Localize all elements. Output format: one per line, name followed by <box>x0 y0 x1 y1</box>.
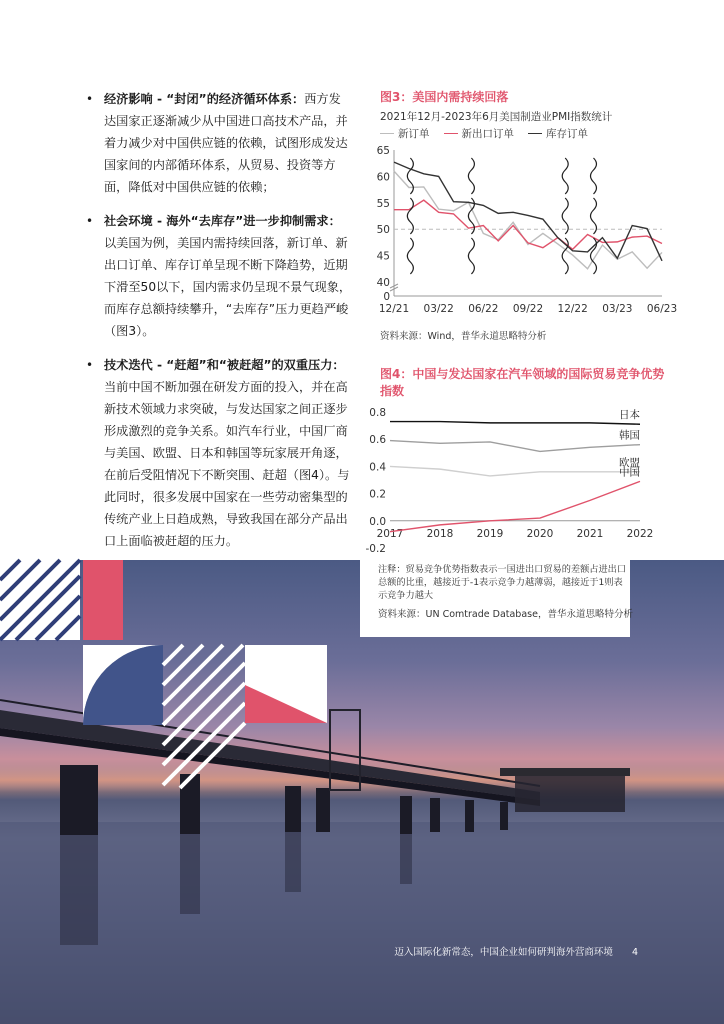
decorative-stripes-center <box>163 645 245 788</box>
terminal-roof <box>500 768 630 776</box>
axis-break-squiggle <box>562 198 568 234</box>
bullet-tech-iteration <box>84 354 352 552</box>
bullet-dot: • <box>86 92 94 106</box>
y-tick-label: 60 <box>376 171 390 184</box>
fig4-source: 资料来源：UN Comtrade Database，普华永道思略特分析 <box>378 609 633 620</box>
y-tick-label: 0.6 <box>369 434 386 447</box>
x-tick-label: 2022 <box>626 527 654 540</box>
bullet-economic-impact <box>84 88 352 198</box>
fig3-chart <box>372 142 678 322</box>
y-tick-label: 40 <box>376 277 390 289</box>
y-tick-label: 0.0 <box>369 515 386 528</box>
bullet-body: 当前中国不断加强在研发方面的投入，并在高新技术领域力求突破，与发达国家之间正逐步形成激烈的竞争关系。如汽车行业，中国厂商与美国、欧盟、日本和韩国等玩家展开角逐，在前后受阻情况下不断突围、赶超（图4）。与此同时，很多发展中国家在一些劳动密集型的传统产业上日趋成熟，导致我国在部分产品出口上面临被赶超的压力。 <box>104 380 350 548</box>
bullet-social-environment <box>84 210 352 342</box>
legend-swatch <box>380 133 394 134</box>
y-tick-label: 50 <box>376 224 390 237</box>
series-line-库存订单 <box>394 162 662 261</box>
bullet-body: 西方发达国家正逐渐减少从中国进口高技术产品，并着力减少对中国供应链的依赖，试图形成发达国家间的内部循环体系，从贸易、投资等方面，降低对中国供应链的依赖； <box>104 92 348 194</box>
fig4-chart <box>365 402 672 555</box>
axis-break-squiggle <box>407 158 413 194</box>
legend-item <box>380 126 430 141</box>
fig3-legend <box>380 126 588 141</box>
x-tick-label: 09/22 <box>512 303 544 315</box>
series-label: 欧盟 <box>619 456 640 469</box>
series-line-欧盟 <box>390 466 640 479</box>
decorative-pink-block <box>83 560 123 640</box>
x-tick-label: 2021 <box>576 527 604 540</box>
bullet-heading: 社会环境 - 海外“去库存”进一步抑制需求： <box>104 214 341 228</box>
bullet-dot: • <box>86 214 94 228</box>
y-tick-label: 45 <box>376 250 390 263</box>
axis-break-squiggle <box>468 238 474 274</box>
y-tick-label: 0.2 <box>369 488 386 501</box>
series-line-中国 <box>390 481 640 531</box>
legend-item <box>444 126 515 141</box>
x-tick-label: 2017 <box>376 527 404 540</box>
fig3-source: 资料来源：Wind，普华永道思略特分析 <box>380 331 547 342</box>
y-tick-label: 0 <box>383 291 390 303</box>
fig3-subtitle: 2021年12月-2023年6月美国制造业PMI指数统计 <box>380 111 613 123</box>
fig4-title: 图4：中国与发达国家在汽车领域的国际贸易竞争优势指数 <box>380 367 665 398</box>
x-tick-label: 06/22 <box>468 303 499 315</box>
y-tick-label: 55 <box>376 197 390 210</box>
bullet-heading: 技术迭代 - “赶超”和“被赶超”的双重压力： <box>104 358 345 372</box>
series-line-日本 <box>390 422 640 425</box>
x-tick-label: 03/23 <box>602 303 633 315</box>
series-line-新出口订单 <box>394 200 662 249</box>
y-tick-label: -0.2 <box>365 543 386 555</box>
axis-break-squiggle <box>562 158 568 194</box>
bullet-body: 以美国为例，美国内需持续回落，新订单、新出口订单、库存订单呈现不断下降趋势，近期下滑至50以下，国内需求仍呈现不景气现象，而库存总额持续攀升，“去库存”压力更趋严峻（图3）。 <box>104 236 352 338</box>
y-tick-label: 0.4 <box>369 461 386 474</box>
decorative-stripes-left <box>0 560 80 640</box>
y-tick-label: 0.8 <box>369 407 386 419</box>
fig4-note: 注释：贸易竞争优势指数表示一国进出口贸易的差额占进出口总额的比重，越接近于-1表示竞争力越薄弱，越接近于1则表示竞争力越大 <box>378 564 627 601</box>
x-tick-label: 2018 <box>426 527 454 540</box>
legend-item <box>528 126 588 141</box>
legend-label: 新订单 <box>398 128 430 140</box>
series-label: 中国 <box>619 466 640 479</box>
series-label: 韩国 <box>619 429 640 442</box>
axis-break-squiggle <box>590 198 596 234</box>
footer-text: 迈入国际化新常态，中国企业如何研判海外营商环境 <box>394 947 613 958</box>
bullet-heading: 经济影响 - “封闭”的经济循环体系： <box>104 92 305 106</box>
axis-break-squiggle <box>590 158 596 194</box>
series-line-新订单 <box>394 171 662 269</box>
axis-break-squiggle <box>468 158 474 194</box>
terminal-building <box>515 776 625 812</box>
axis-break-squiggle <box>407 238 413 274</box>
legend-swatch <box>444 133 458 134</box>
axis-break-squiggle <box>407 198 413 234</box>
bullet-list <box>84 88 352 564</box>
water <box>0 822 724 1024</box>
legend-label: 新出口订单 <box>461 128 514 140</box>
x-tick-label: 2020 <box>526 527 554 540</box>
series-label: 日本 <box>619 409 640 422</box>
bullet-dot: • <box>86 358 94 372</box>
x-tick-label: 12/21 <box>378 303 410 315</box>
x-tick-label: 2019 <box>476 527 504 540</box>
legend-swatch <box>528 133 542 134</box>
x-tick-label: 06/23 <box>646 303 678 315</box>
page-number: 4 <box>631 947 638 958</box>
legend-label: 库存订单 <box>546 128 588 140</box>
x-tick-label: 12/22 <box>557 303 588 315</box>
y-tick-label: 65 <box>376 145 390 157</box>
series-line-韩国 <box>390 441 640 452</box>
x-tick-label: 03/22 <box>423 303 454 315</box>
fig3-title: 图3：美国内需持续回落 <box>380 90 509 104</box>
page-footer <box>394 944 638 958</box>
